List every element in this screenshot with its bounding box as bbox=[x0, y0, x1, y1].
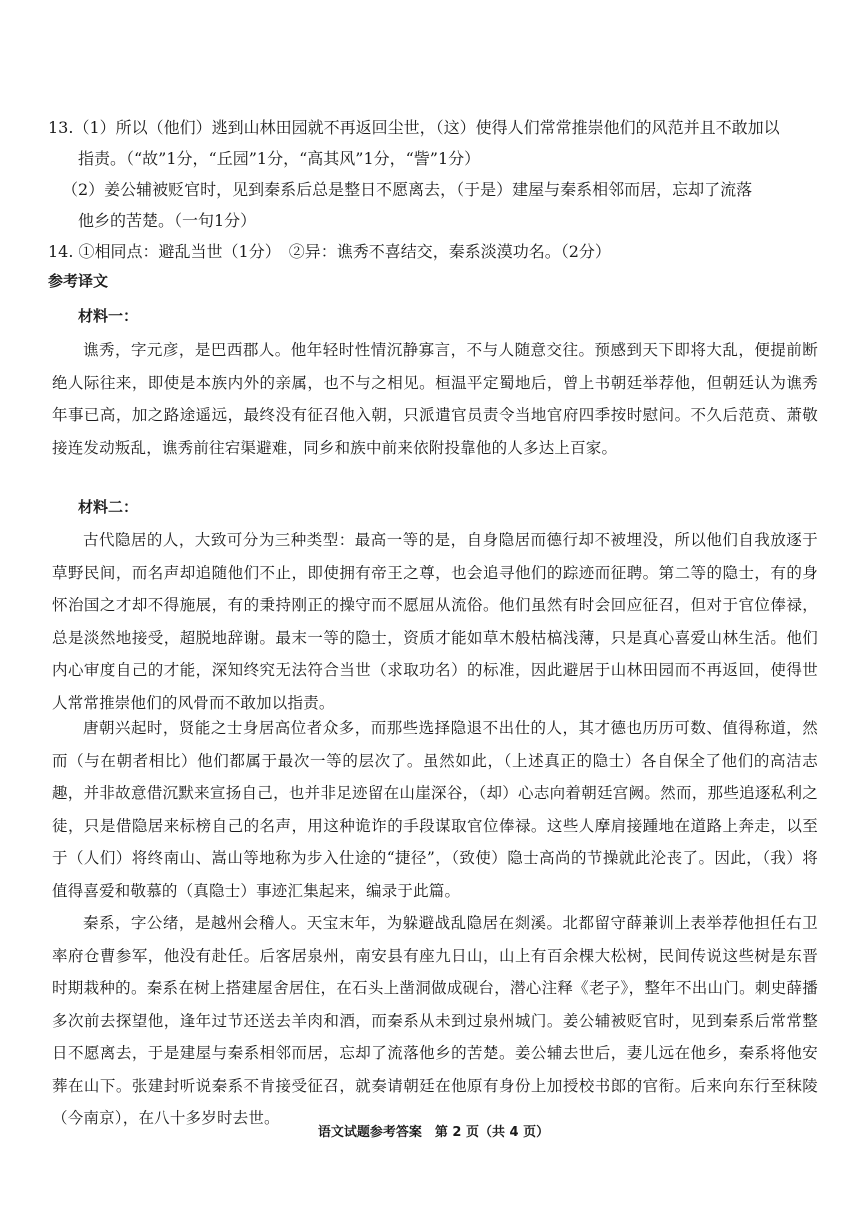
material2-paragraph-1: 古代隐居的人，大致可分为三种类型：最高一等的是，自身隐居而德行却不被埋没，所以他们自我放逐于草野民间，而名声却追随他们不止，即使拥有帝王之尊，也会追寻他们的踪迹而征聘。第二等的隐士，有的身怀治国之才却不得施展，有的秉持刚正的操守而不愿屈从流俗。他们虽然有时会回应征召，但对于官位俸禄，总是淡然地接受，超脱地辞谢。最末一等的隐士，资质才能如草木般枯槁浅薄，只是真心喜爱山林生活。他们内心审度自己的才能，深知终究无法符合当世（求取功名）的标准，因此避居于山林田园而不再返回，使得世人常常推崇他们的风骨而不敢加以指责。 bbox=[52, 531, 818, 712]
material2-paragraph-3: 秦系，字公绪，是越州会稽人。天宝末年，为躲避战乱隐居在剡溪。北都留守薛兼训上表举荐他担任右卫率府仓曹参军，他没有赴任。后客居泉州，南安县有座九日山，山上有百余棵大松树，民间传说这些树是东晋时期栽种的。秦系在树上搭建屋舍居住，在石头上凿洞做成砚台，潜心注释《老子》，整年不出山门。刺史薛播多次前去探望他，逢年过节还送去羊肉和酒，而秦系从未到过泉州城门。姜公辅被贬官时，见到秦系后常常整日不愿离去，于是建屋与秦系相邻而居，忘却了流落他乡的苦楚。姜公辅去世后，妻儿远在他乡，秦系将他安葬在山下。张建封听说秦系不肯接受征召，就奏请朝廷在他原有身份上加授校书郎的官衔。后来向东行至秣陵（今南京），在八十多岁时去世。 bbox=[52, 914, 818, 1127]
q13-part2-line1: （2）姜公辅被贬官时，见到秦系后总是整日不愿离去，（于是）建屋与秦系相邻而居，忘却了流落 bbox=[62, 180, 753, 199]
material2-paragraph-2: 唐朝兴起时，贤能之士身居高位者众多，而那些选择隐退不出仕的人，其才德也历历可数、值得称道，然而（与在朝者相比）他们都属于最次一等的层次了。虽然如此，（上述真正的隐士）各自保全了他们的高洁志趣，并非故意借沉默来宣扬自己，也并非足迹留在山崖深谷，（却）心志向着朝廷宫阙。然而，那些追逐私利之徒，只是借隐居来标榜自己的名声，用这种诡诈的手段谋取官位俸禄。这些人摩肩接踵地在道路上奔走，以至于（人们）将终南山、嵩山等地称为步入仕途的“捷径”，（致使）隐士高尚的节操就此沦丧了。因此，（我）将值得喜爱和敬慕的（真隐士）事迹汇集起来，编录于此篇。 bbox=[52, 719, 818, 900]
q13-part1-line2: 指责。（“故”1分，“丘园”1分，“高其风”1分，“訾”1分） bbox=[78, 149, 481, 168]
q13-part2-line2: 他乡的苦楚。（一句1分） bbox=[78, 211, 257, 230]
material1-paragraph: 谯秀，字元彦，是巴西郡人。他年轻时性情沉静寡言，不与人随意交往。预感到天下即将大乱，便提前断绝人际往来，即使是本族内外的亲属，也不与之相见。桓温平定蜀地后，曾上书朝廷举荐他，但朝廷认为谯秀年事已高，加之路途遥远，最终没有征召他入朝，只派遣官员责令当地官府四季按时慰问。不久后范贲、萧敬接连发动叛乱，谯秀前往宕渠避难，同乡和族中前来依附投靠他的人多达上百家。 bbox=[52, 341, 818, 457]
translation-heading: 参考译文 bbox=[48, 272, 109, 290]
material1-heading: 材料一： bbox=[78, 307, 139, 325]
q14-answer: 14. ①相同点：避乱当世（1分） ②异：谯秀不喜结交，秦系淡漠功名。（2分） bbox=[48, 242, 611, 261]
answer-section bbox=[48, 112, 828, 267]
q13-part1-line1: 13.（1）所以（他们）逃到山林田园就不再返回尘世，（这）使得人们常常推崇他们的风范并且不敢加以 bbox=[48, 118, 780, 137]
page-footer: 语文试题参考答案 第 2 页（共 4 页） bbox=[317, 1125, 550, 1140]
material2-heading: 材料二： bbox=[78, 498, 139, 516]
